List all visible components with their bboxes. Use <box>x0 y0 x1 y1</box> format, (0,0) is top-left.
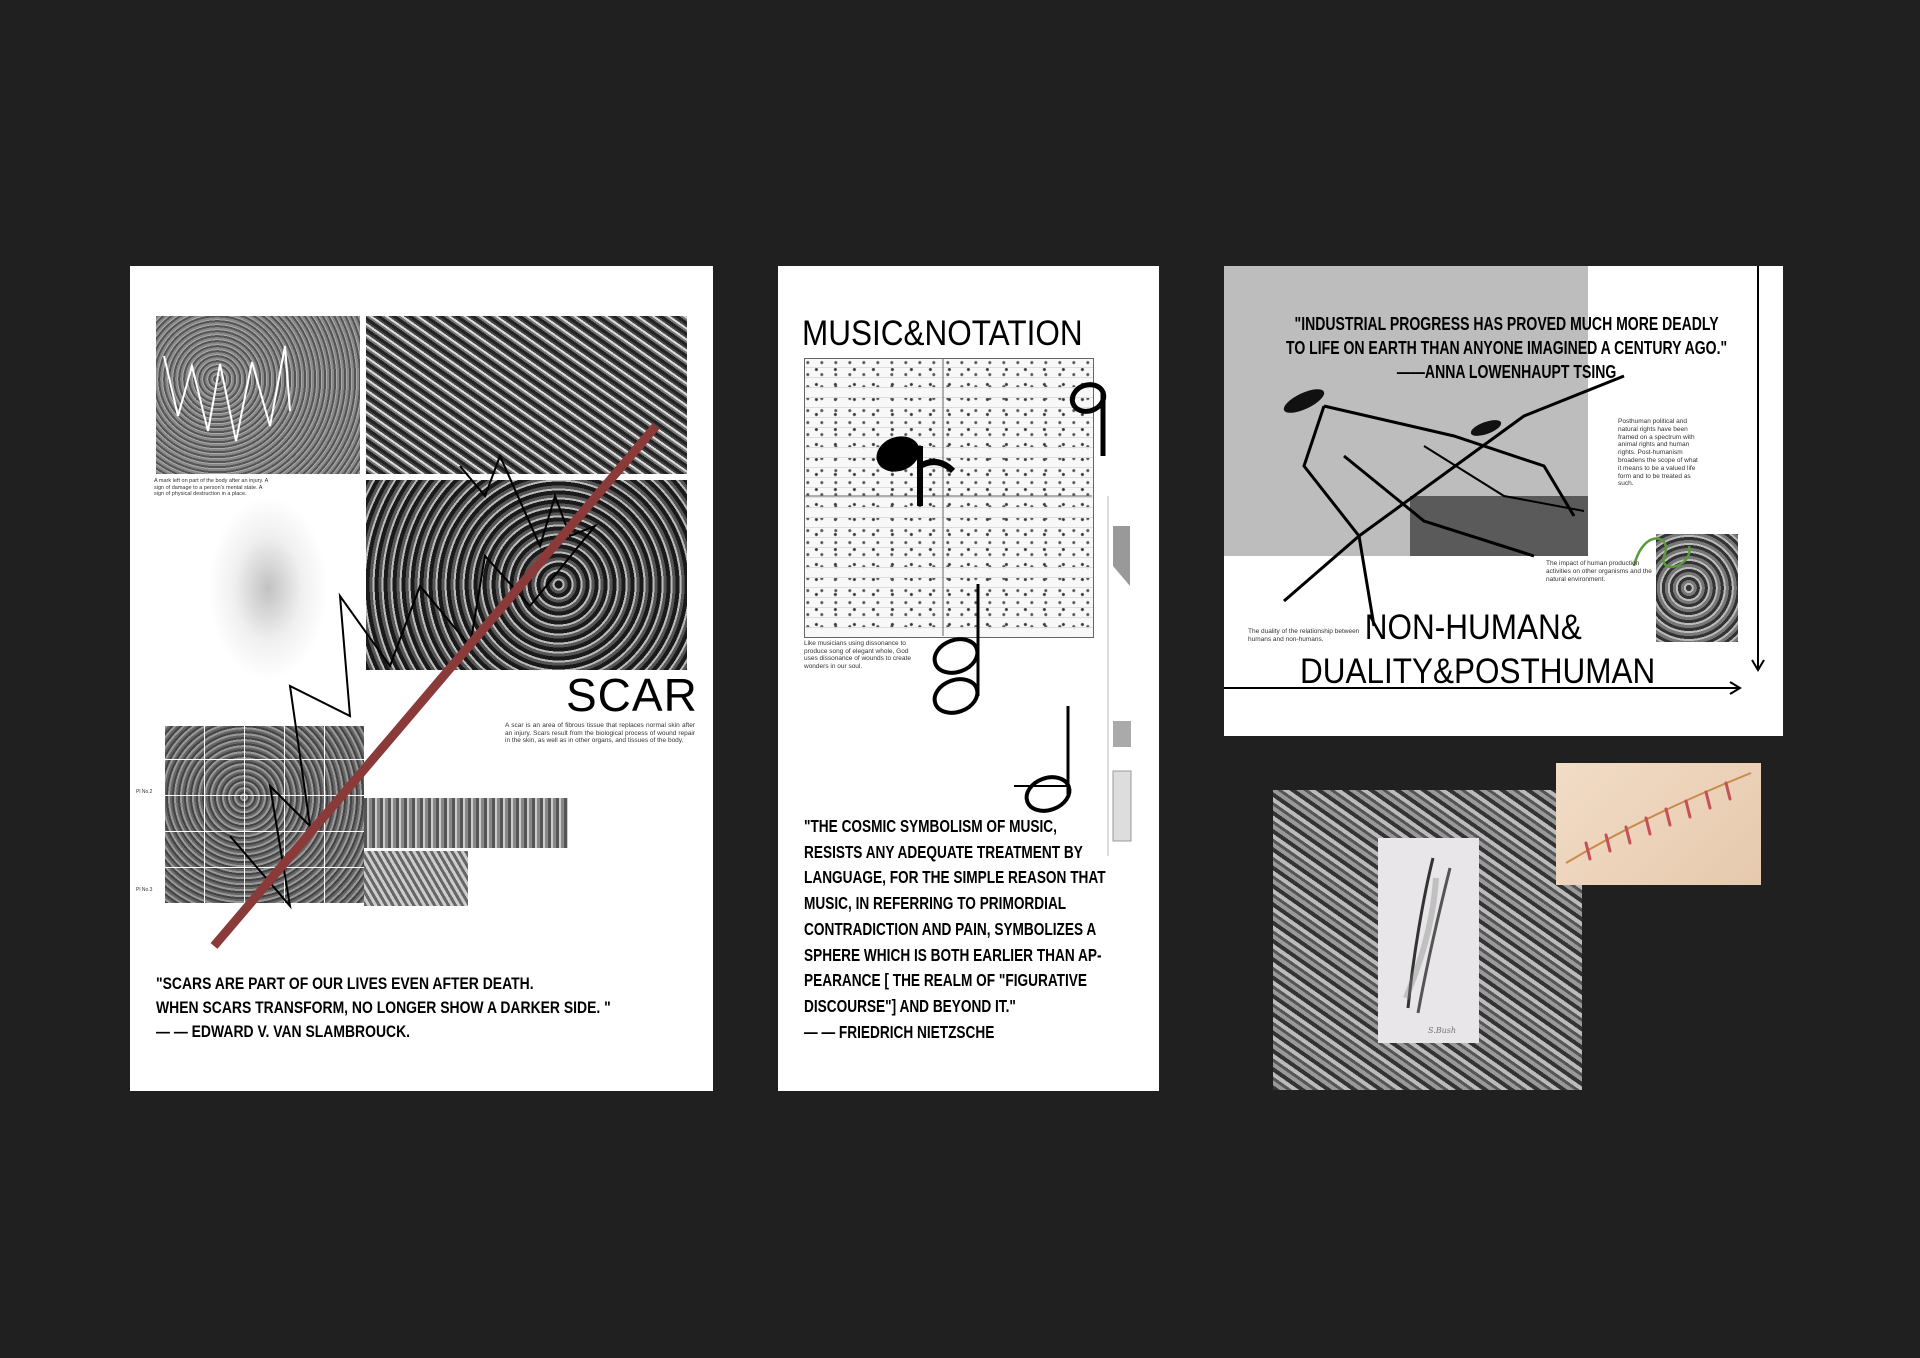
scar-attribution: — — EDWARD V. VAN SLAMBROUCK. <box>156 1022 411 1041</box>
music-quote-line: SPHERE WHICH IS BOTH EARLIER THAN AP- <box>804 944 1102 965</box>
music-poster <box>778 266 1159 1091</box>
posthuman-rights-note: Posthuman political and natural rights have been framed on a spectrum with animal rights and human rights. Post-humanism broadens the scope of what it means to be a valued life form and to be treated as such. <box>1618 418 1698 488</box>
scar-poster <box>130 266 713 1091</box>
collage-stitched-skin-image <box>1556 763 1761 885</box>
posthuman-title-line1: NON-HUMAN& <box>1364 608 1582 647</box>
music-quote <box>804 814 1106 1045</box>
posthuman-impact-note: The impact of human production activities on other organisms and the natural environment. <box>1546 560 1652 583</box>
scar-title: SCAR <box>566 669 698 721</box>
scar-quote <box>156 972 611 1044</box>
feather-signature: S.Bush <box>1428 1026 1457 1035</box>
music-quote-line: RESISTS ANY ADEQUATE TREATMENT BY <box>804 841 1083 862</box>
posthuman-duality-note: The duality of the relationship between humans and non-humans. <box>1248 628 1360 643</box>
music-caption: Like musicians using dissonance to produce song of elegant whole, God uses dissonance of wounds to create wonders in our soul. <box>804 640 911 670</box>
music-quote-line: PEARANCE [ THE REALM OF "FIGURATIVE <box>804 970 1088 991</box>
scar-quote-line2: WHEN SCARS TRANSFORM, NO LONGER SHOW A DARKER SIDE. " <box>156 998 611 1017</box>
posthuman-quote-line2: TO LIFE ON EARTH THAN ANYONE IMAGINED A CENTURY AGO." <box>1286 338 1728 358</box>
music-attribution: — — FRIEDRICH NIETZSCHE <box>804 1021 995 1042</box>
posthuman-quote-line1: "INDUSTRIAL PROGRESS HAS PROVED MUCH MORE DEADLY <box>1294 314 1719 334</box>
music-quote-line: LANGUAGE, FOR THE SIMPLE REASON THAT <box>804 867 1106 888</box>
posthuman-title-line2: DUALITY&POSTHUMAN <box>1300 652 1656 691</box>
music-title: MUSIC&NOTATION <box>802 314 1083 353</box>
music-quote-line: "THE COSMIC SYMBOLISM OF MUSIC, <box>804 816 1057 836</box>
music-quote-line: DISCOURSE"] AND BEYOND IT." <box>804 995 1016 1016</box>
plate-label-2: Pl No.2 <box>136 789 153 795</box>
music-quote-line: MUSIC, IN REFERRING TO PRIMORDIAL <box>804 893 1067 914</box>
collage-feather-print <box>1378 838 1479 1043</box>
scar-mark-caption: A mark left on part of the body after an injury. A sign of damage to a person's mental state. A sign of physical destruction in a place. <box>154 478 268 497</box>
stitch-graphic <box>1556 763 1761 885</box>
plate-label-3: Pl No.3 <box>136 887 153 893</box>
feather-drawing <box>1378 838 1479 1043</box>
posthuman-title <box>1300 606 1655 694</box>
posthuman-attribution: ——ANNA LOWENHAUPT TSING <box>1396 362 1617 382</box>
music-quote-line: CONTRADICTION AND PAIN, SYMBOLIZES A <box>804 918 1097 939</box>
scar-quote-line1: "SCARS ARE PART OF OUR LIVES EVEN AFTER DEATH. <box>156 974 534 993</box>
scar-definition: A scar is an area of fibrous tissue that replaces normal skin after an injury. Scars result from the biological process of wound repair in the skin, as well as in other organs, and tissues of the body. <box>505 722 695 744</box>
posthuman-poster <box>1224 266 1783 736</box>
